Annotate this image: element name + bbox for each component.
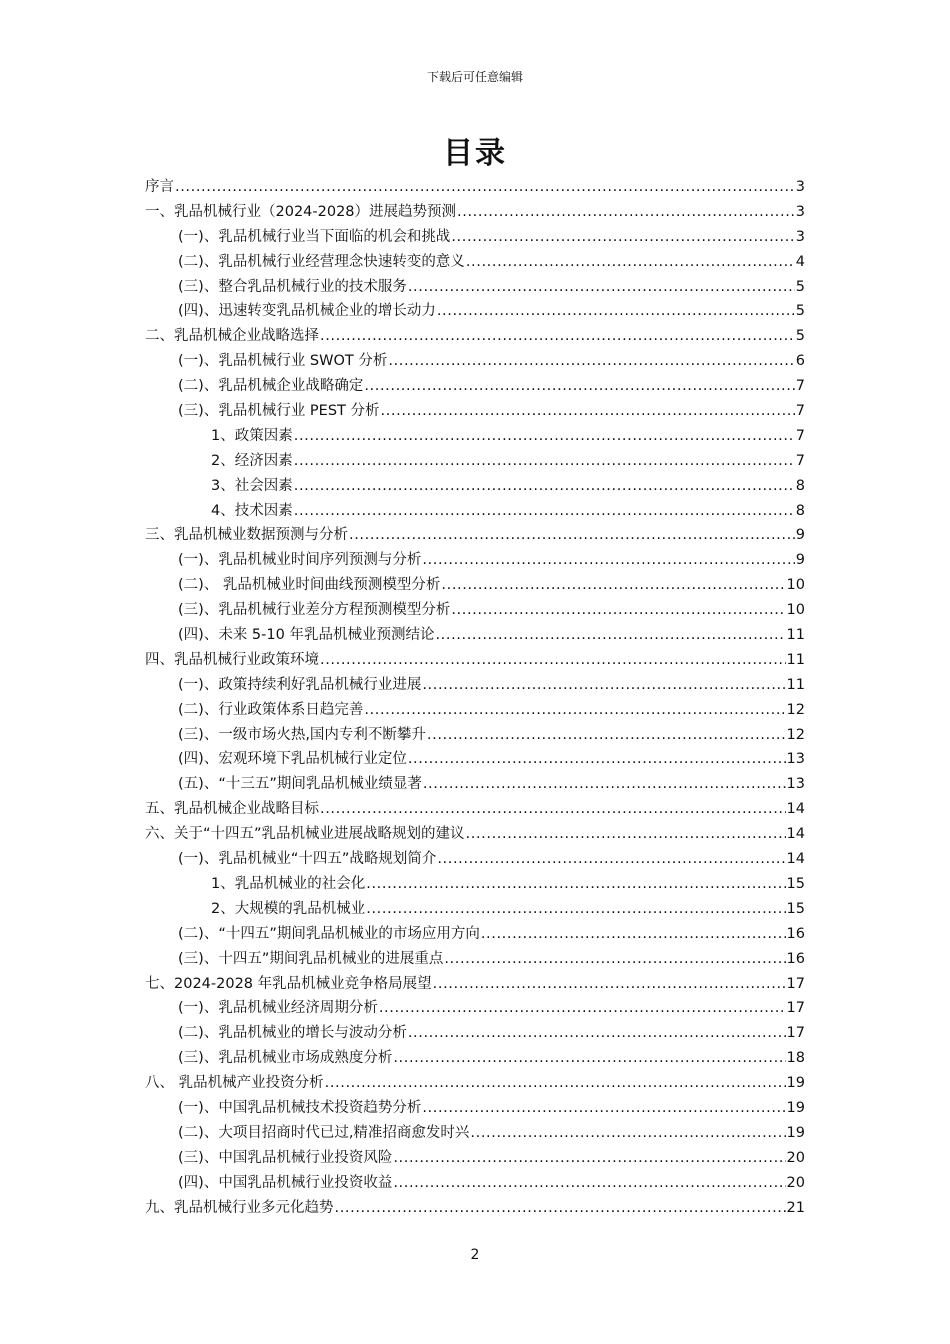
toc-entry-page: 8 <box>795 477 805 494</box>
toc-leader-dots <box>427 723 786 748</box>
toc-entry-label: 2、经济因素 <box>211 452 293 469</box>
toc-entry-label: (二)、“十四五”期间乳品机械业的市场应用方向 <box>178 925 480 942</box>
toc-entry[interactable] <box>145 996 805 1021</box>
toc-entry[interactable] <box>145 897 805 922</box>
toc-leader-dots <box>379 996 786 1021</box>
toc-leader-dots <box>466 822 786 847</box>
toc-leader-dots <box>422 673 785 698</box>
toc-leader-dots <box>393 1146 785 1171</box>
table-of-contents <box>145 175 805 1220</box>
toc-entry-label: 1、乳品机械业的社会化 <box>211 875 366 892</box>
toc-entry[interactable] <box>145 1146 805 1171</box>
toc-entry-label: (一)、政策持续利好乳品机械行业进展 <box>178 676 422 693</box>
toc-entry[interactable] <box>145 523 805 548</box>
toc-entry[interactable] <box>145 872 805 897</box>
toc-leader-dots <box>408 1021 786 1046</box>
toc-entry-label: 三、乳品机械业数据预测与分析 <box>145 527 348 544</box>
toc-entry[interactable] <box>145 1196 805 1221</box>
toc-entry-label: (二)、大项目招商时代已过,精准招商愈发时兴 <box>178 1124 470 1141</box>
toc-leader-dots <box>408 747 786 772</box>
toc-entry[interactable] <box>145 723 805 748</box>
toc-entry-label: (一)、乳品机械业经济周期分析 <box>178 1000 378 1017</box>
toc-entry-page: 10 <box>786 602 805 619</box>
toc-leader-dots <box>294 424 795 449</box>
toc-entry[interactable] <box>145 1171 805 1196</box>
toc-leader-dots <box>481 922 786 947</box>
toc-leader-dots <box>470 1121 785 1146</box>
toc-leader-dots <box>294 499 795 524</box>
toc-leader-dots <box>320 324 795 349</box>
toc-entry-label: (三)、整合乳品机械行业的技术服务 <box>178 278 407 295</box>
toc-entry[interactable] <box>145 474 805 499</box>
toc-entry-page: 6 <box>795 353 805 370</box>
toc-leader-dots <box>466 250 795 275</box>
toc-leader-dots <box>451 225 794 250</box>
toc-entry[interactable] <box>145 772 805 797</box>
toc-leader-dots <box>423 772 786 797</box>
toc-entry-page: 19 <box>786 1075 805 1092</box>
toc-entry[interactable] <box>145 1096 805 1121</box>
toc-leader-dots <box>451 598 785 623</box>
toc-leader-dots <box>294 449 795 474</box>
toc-entry-page: 14 <box>786 801 805 818</box>
toc-leader-dots <box>364 698 785 723</box>
toc-leader-dots <box>325 1071 786 1096</box>
toc-entry-label: (三)、十四五”期间乳品机械业的进展重点 <box>178 950 444 967</box>
toc-leader-dots <box>393 1046 785 1071</box>
toc-leader-dots <box>422 548 794 573</box>
toc-leader-dots <box>388 349 794 374</box>
toc-entry-page: 5 <box>795 303 805 320</box>
toc-entry[interactable] <box>145 573 805 598</box>
toc-entry[interactable] <box>145 623 805 648</box>
toc-leader-dots <box>437 847 785 872</box>
toc-entry-page: 17 <box>786 1000 805 1017</box>
toc-entry[interactable] <box>145 250 805 275</box>
toc-entry-page: 3 <box>795 179 805 195</box>
toc-entry-page: 14 <box>786 826 805 843</box>
toc-entry-page: 14 <box>786 851 805 868</box>
toc-leader-dots <box>408 275 795 300</box>
toc-entry-label: (三)、一级市场火热,国内专利不断攀升 <box>178 726 426 743</box>
toc-entry-page: 15 <box>786 900 805 917</box>
toc-entry-page: 9 <box>795 552 805 569</box>
toc-entry-label: 八、 乳品机械产业投资分析 <box>145 1075 324 1092</box>
toc-entry-label: (四)、宏观环境下乳品机械行业定位 <box>178 751 407 768</box>
toc-entry-label: 七、2024-2028 年乳品机械业竞争格局展望 <box>145 975 432 992</box>
toc-entry-label: (四)、迅速转变乳品机械企业的增长动力 <box>178 303 436 320</box>
toc-entry[interactable] <box>145 324 805 349</box>
toc-entry[interactable] <box>145 175 805 200</box>
toc-entry[interactable] <box>145 548 805 573</box>
toc-leader-dots <box>457 200 795 225</box>
toc-entry[interactable] <box>145 747 805 772</box>
toc-entry-label: 六、关于“十四五”乳品机械业进展战略规划的建议 <box>145 826 465 843</box>
toc-entry[interactable] <box>145 349 805 374</box>
toc-entry-label: (三)、中国乳品机械行业投资风险 <box>178 1149 393 1166</box>
toc-entry-page: 11 <box>786 627 805 644</box>
toc-entry-page: 3 <box>795 203 805 220</box>
toc-entry[interactable] <box>145 499 805 524</box>
toc-leader-dots <box>335 1196 786 1221</box>
toc-entry-page: 7 <box>795 427 805 444</box>
toc-entry-page: 5 <box>795 278 805 295</box>
toc-entry[interactable] <box>145 1046 805 1071</box>
toc-entry-label: (二)、行业政策体系日趋完善 <box>178 701 364 718</box>
toc-entry[interactable] <box>145 225 805 250</box>
toc-entry-label: (三)、乳品机械行业 PEST 分析 <box>178 403 380 420</box>
toc-entry-page: 11 <box>786 651 805 668</box>
toc-entry-label: 四、乳品机械行业政策环境 <box>145 651 319 668</box>
toc-entry[interactable] <box>145 698 805 723</box>
toc-entry-label: 一、乳品机械行业（2024-2028）进展趋势预测 <box>145 203 457 220</box>
toc-leader-dots <box>444 947 785 972</box>
toc-leader-dots <box>422 1096 785 1121</box>
toc-entry-label: 2、大规模的乳品机械业 <box>211 900 366 917</box>
toc-entry[interactable] <box>145 972 805 997</box>
toc-entry[interactable] <box>145 673 805 698</box>
toc-entry[interactable] <box>145 1121 805 1146</box>
toc-entry-label: (三)、乳品机械业市场成熟度分析 <box>178 1050 393 1067</box>
toc-entry-page: 8 <box>795 502 805 519</box>
toc-entry[interactable] <box>145 275 805 300</box>
toc-entry-page: 19 <box>786 1124 805 1141</box>
toc-leader-dots <box>435 623 785 648</box>
toc-entry-page: 13 <box>786 751 805 768</box>
toc-entry-label: 4、技术因素 <box>211 502 293 519</box>
toc-entry-page: 20 <box>786 1174 805 1191</box>
toc-leader-dots <box>393 1171 785 1196</box>
toc-leader-dots <box>294 474 795 499</box>
toc-entry[interactable] <box>145 598 805 623</box>
toc-entry-label: (四)、中国乳品机械行业投资收益 <box>178 1174 393 1191</box>
toc-entry-label: 序言 <box>145 179 174 195</box>
toc-leader-dots <box>320 797 786 822</box>
toc-entry-label: (五)、“十三五”期间乳品机械业绩显著 <box>178 776 422 793</box>
toc-entry-page: 12 <box>786 701 805 718</box>
toc-entry-label: (一)、乳品机械行业当下面临的机会和挑战 <box>178 228 451 245</box>
toc-entry[interactable] <box>145 200 805 225</box>
toc-entry-label: (一)、乳品机械行业 SWOT 分析 <box>178 353 388 370</box>
toc-entry[interactable] <box>145 947 805 972</box>
toc-leader-dots <box>433 972 786 997</box>
toc-entry-label: 五、乳品机械企业战略目标 <box>145 801 319 818</box>
toc-entry[interactable] <box>145 299 805 324</box>
toc-entry-page: 16 <box>786 950 805 967</box>
toc-entry-label: (二)、乳品机械业的增长与波动分析 <box>178 1025 407 1042</box>
toc-leader-dots <box>175 175 795 200</box>
toc-entry-page: 17 <box>786 1025 805 1042</box>
toc-entry[interactable] <box>145 922 805 947</box>
toc-entry-page: 4 <box>795 253 805 270</box>
toc-entry-label: (四)、未来 5-10 年乳品机械业预测结论 <box>178 627 435 644</box>
toc-entry-page: 13 <box>786 776 805 793</box>
toc-entry-page: 18 <box>786 1050 805 1067</box>
toc-entry-label: (二)、乳品机械企业战略确定 <box>178 378 364 395</box>
toc-entry[interactable] <box>145 822 805 847</box>
toc-entry-label: 九、乳品机械行业多元化趋势 <box>145 1199 334 1216</box>
toc-entry-page: 7 <box>795 378 805 395</box>
toc-entry[interactable] <box>145 424 805 449</box>
toc-entry-page: 9 <box>795 527 805 544</box>
toc-entry-page: 11 <box>786 676 805 693</box>
header-note: 下载后可任意编辑 <box>426 70 523 84</box>
toc-entry[interactable] <box>145 797 805 822</box>
toc-entry-page: 15 <box>786 875 805 892</box>
toc-leader-dots <box>320 648 786 673</box>
toc-leader-dots <box>349 523 795 548</box>
toc-entry-page: 20 <box>786 1149 805 1166</box>
toc-entry[interactable] <box>145 399 805 424</box>
toc-entry-page: 12 <box>786 726 805 743</box>
toc-entry-page: 7 <box>795 452 805 469</box>
toc-entry-label: (一)、中国乳品机械技术投资趋势分析 <box>178 1099 422 1116</box>
toc-entry-page: 7 <box>795 403 805 420</box>
toc-entry-label: (二)、 乳品机械业时间曲线预测模型分析 <box>178 577 441 594</box>
toc-entry-page: 19 <box>786 1099 805 1116</box>
toc-leader-dots <box>364 374 794 399</box>
toc-entry-label: 3、社会因素 <box>211 477 293 494</box>
toc-title: 目录 <box>443 136 507 171</box>
page-number: 2 <box>470 1247 480 1263</box>
toc-entry-label: 1、政策因素 <box>211 427 293 444</box>
toc-entry-page: 17 <box>786 975 805 992</box>
toc-entry[interactable] <box>145 847 805 872</box>
toc-entry[interactable] <box>145 1071 805 1096</box>
toc-entry-page: 21 <box>786 1199 805 1216</box>
toc-entry[interactable] <box>145 374 805 399</box>
toc-leader-dots <box>366 872 785 897</box>
toc-entry-page: 3 <box>795 228 805 245</box>
toc-entry-page: 5 <box>795 328 805 345</box>
toc-entry[interactable] <box>145 648 805 673</box>
toc-entry-page: 16 <box>786 925 805 942</box>
toc-leader-dots <box>437 299 795 324</box>
toc-leader-dots <box>381 399 795 424</box>
toc-entry[interactable] <box>145 449 805 474</box>
toc-entry-label: (二)、乳品机械行业经营理念快速转变的意义 <box>178 253 465 270</box>
toc-leader-dots <box>441 573 785 598</box>
toc-entry-label: (一)、乳品机械业“十四五”战略规划简介 <box>178 851 437 868</box>
toc-entry-label: 二、乳品机械企业战略选择 <box>145 328 319 345</box>
toc-entry-label: (一)、乳品机械业时间序列预测与分析 <box>178 552 422 569</box>
toc-leader-dots <box>366 897 785 922</box>
toc-entry-page: 10 <box>786 577 805 594</box>
toc-entry-label: (三)、乳品机械行业差分方程预测模型分析 <box>178 602 451 619</box>
toc-entry[interactable] <box>145 1021 805 1046</box>
